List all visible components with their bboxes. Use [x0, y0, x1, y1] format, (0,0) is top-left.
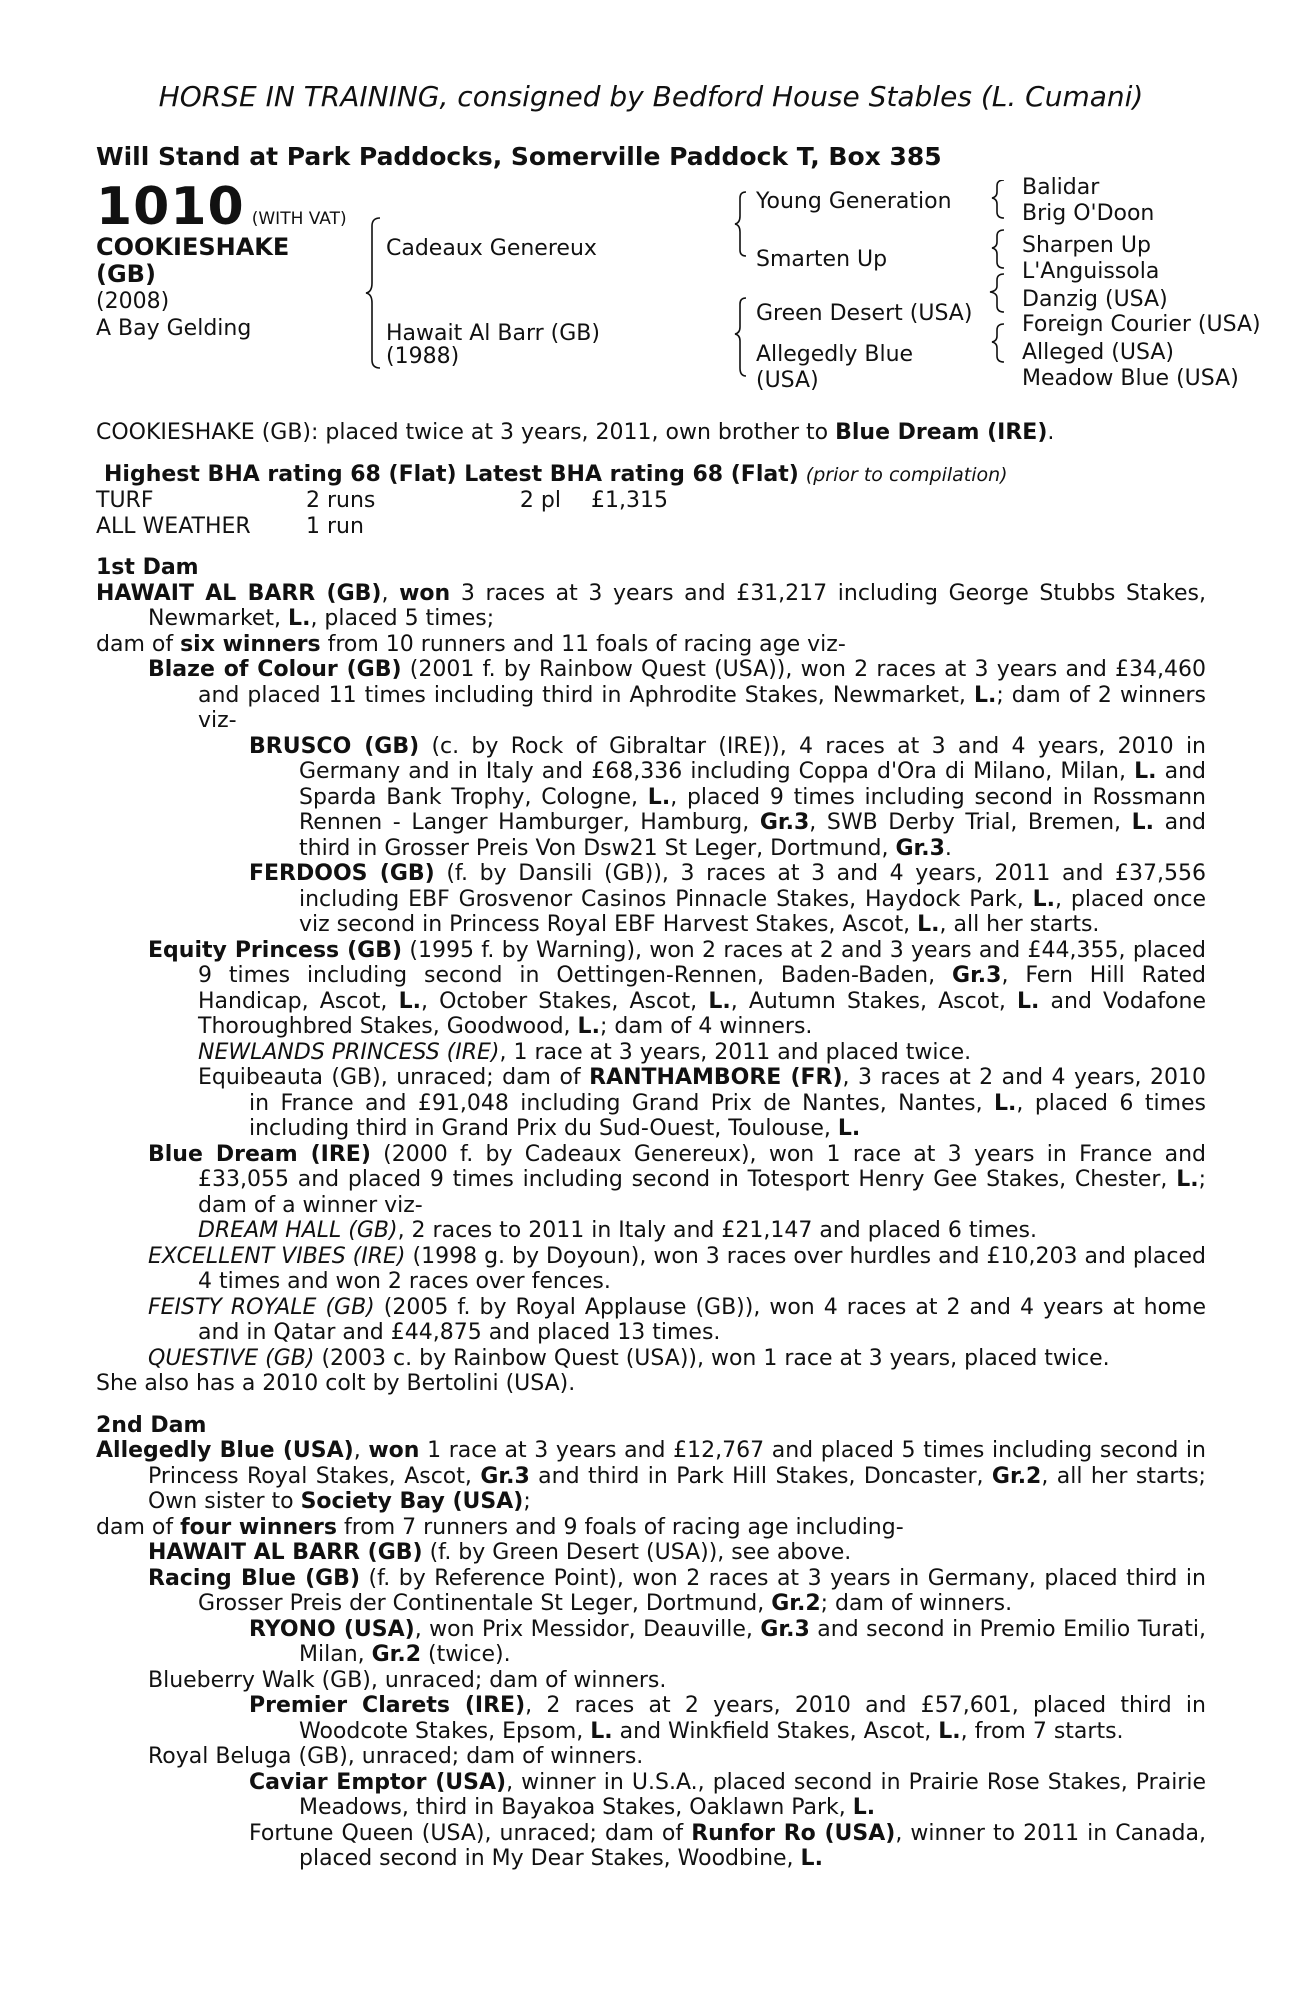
first-dam-produce: dam of six winners from 10 runners and 11 foals of racing age viz- — [96, 631, 846, 657]
dam: Hawait Al Barr (GB) — [386, 321, 600, 346]
ancestor-4: L'Anguissola — [1022, 259, 1160, 284]
bracket-g2 — [992, 230, 1004, 268]
second-dam-produce: dam of four winners from 7 runners and 9 foals of racing age including- — [96, 1514, 904, 1540]
dam-sire: Green Desert (USA) — [756, 301, 973, 326]
perf-runs: 2 runs — [306, 488, 376, 513]
horse-description: A Bay Gelding — [96, 316, 252, 341]
perf-runs: 1 run — [306, 513, 364, 539]
progeny-entry: Premier Clarets (IRE), 2 races at 2 years, 2010 and £57,601, placed third in Woodcote Stakes, Epsom, L. and Winkfield Stakes, Ascot, L., from 7 starts. — [249, 1693, 1206, 1744]
first-dam-heading: 1st Dam — [96, 555, 199, 580]
second-dam-entry: Allegedly Blue (USA), won 1 race at 3 years and £12,767 and placed 5 times including second in Princess Royal Stakes, Ascot, Gr.3 and third in Park Hill Stakes, Doncaster, Gr.2, all her starts; Own sister to Society Bay (USA); — [96, 1438, 1206, 1514]
bracket-sire — [735, 192, 746, 256]
progeny-entry: Equibeauta (GB), unraced; dam of RANTHAMBORE (FR), 3 races at 2 and 4 years, 2010 in France and £91,048 including Grand Prix de Nantes, Nantes, L., placed 6 times including third in Grand Prix du Sud-Ouest, Toulouse, L. — [198, 1065, 1206, 1141]
pedigree-table — [364, 175, 1261, 400]
catalogue-body — [96, 420, 1206, 1872]
progeny-entry: Blue Dream (IRE) (2000 f. by Cadeaux Genereux), won 1 race at 3 years in France and £33,055 and placed 9 times including second in Totesport Henry Gee Stakes, Chester, L.; dam of a winner viz- — [148, 1141, 1206, 1218]
progeny-entry: Racing Blue (GB) (f. by Reference Point), won 2 races at 3 years in Germany, placed third in Grosser Preis der Continentale St Leger, Dortmund, Gr.2; dam of winners. — [148, 1565, 1206, 1616]
bracket-g4 — [992, 324, 1004, 362]
progeny-entry: Equity Princess (GB) (1995 f. by Warning), won 2 races at 2 and 3 years and £44,355, placed 9 times including second in Oettingen-Rennen, Baden-Baden, Gr.3, Fern Hill Rated Handicap, Ascot, L., October Stakes, Ascot, L., Autumn Stakes, Ascot, L. and Vodafone Thoroughbred Stakes, Goodwood, L.; dam of 4 winners. — [148, 937, 1206, 1039]
horse-name: COOKIESHAKE — [96, 233, 290, 261]
progeny-entry: EXCELLENT VIBES (IRE) (1998 g. by Doyoun), won 3 races over hurdles and £10,203 and placed 4 times and won 2 races over fences. — [148, 1243, 1206, 1294]
perf-placed: 2 pl — [519, 488, 561, 513]
perf-prize: £1,315 — [591, 488, 668, 513]
progeny-entry: DREAM HALL (GB), 2 races to 2011 in Italy and £21,147 and placed 6 times. — [198, 1218, 1038, 1243]
summary-line: COOKIESHAKE (GB): placed twice at 3 years, 2011, own brother to Blue Dream (IRE). — [96, 420, 1055, 445]
stabling-location: Will Stand at Park Paddocks, Somerville Paddock T, Box 385 — [96, 142, 942, 171]
performance-table — [96, 488, 1206, 539]
progeny-entry: Blueberry Walk (GB), unraced; dam of winners. — [148, 1667, 667, 1693]
progeny-entry: NEWLANDS PRINCESS (IRE), 1 race at 3 years, 2011 and placed twice. — [198, 1039, 972, 1065]
sire-sire: Young Generation — [756, 189, 952, 214]
ancestor-5: Danzig (USA) — [1022, 287, 1168, 312]
vat-note: (WITH VAT) — [251, 209, 347, 229]
horse-country: (GB) — [96, 260, 156, 288]
progeny-entry: QUESTIVE (GB) (2003 c. by Rainbow Quest (USA)), won 1 race at 3 years, placed twice. — [148, 1345, 1110, 1371]
progeny-entry: HAWAIT AL BARR (GB) (f. by Green Desert (USA)), see above. — [148, 1540, 852, 1565]
dam-dam-country: (USA) — [756, 368, 819, 393]
first-dam-entry: HAWAIT AL BARR (GB), won 3 races at 3 years and £31,217 including George Stubbs Stakes, Newmarket, L., placed 5 times; — [96, 580, 1206, 631]
progeny-entry: RYONO (USA), won Prix Messidor, Deauville, Gr.3 and second in Premio Emilio Turati, Milan, Gr.2 (twice). — [249, 1616, 1206, 1667]
ancestor-1: Balidar — [1022, 175, 1100, 200]
ancestor-3: Sharpen Up — [1022, 233, 1151, 258]
progeny-entry: Fortune Queen (USA), unraced; dam of Runfor Ro (USA), winner to 2011 in Canada, placed second in My Dear Stakes, Woodbine, L. — [249, 1820, 1207, 1871]
foaling-year: (2008) — [96, 289, 170, 314]
dam-dam: Allegedly Blue — [756, 342, 914, 367]
bracket-g1 — [992, 180, 1004, 218]
perf-surface: TURF — [96, 488, 154, 513]
ancestor-6: Foreign Courier (USA) — [1022, 312, 1261, 337]
progeny-entry: FERDOOS (GB) (f. by Dansili (GB)), 3 races at 3 and 4 years, 2011 and £37,556 including EBF Grosvenor Casinos Pinnacle Stakes, Haydock Park, L., placed once viz second in Princess Royal EBF Harvest Stakes, Ascot, L., all her starts. — [249, 861, 1206, 937]
lot-number: 1010 — [96, 177, 245, 237]
rating-line: Highest BHA rating 68 (Flat) Latest BHA rating 68 (Flat) (prior to compilation) — [104, 461, 1008, 487]
ancestor-2: Brig O'Doon — [1022, 201, 1155, 226]
ancestor-7: Alleged (USA) — [1022, 340, 1174, 365]
sire: Cadeaux Genereux — [386, 236, 597, 261]
second-dam-heading: 2nd Dam — [96, 1412, 207, 1438]
progeny-entry: FEISTY ROYALE (GB) (2005 f. by Royal Applause (GB)), won 4 races at 2 and 4 years at home and in Qatar and £44,875 and placed 13 times. — [148, 1294, 1207, 1345]
dam-year: (1988) — [386, 344, 460, 369]
progeny-entry: Caviar Emptor (USA), winner in U.S.A., placed second in Prairie Rose Stakes, Prairie Meadows, third in Bayakoa Stakes, Oaklawn Park, L. — [249, 1769, 1206, 1820]
ancestor-8: Meadow Blue (USA) — [1022, 366, 1239, 391]
lot-info — [96, 177, 347, 342]
bracket-sire-dam — [366, 218, 380, 368]
bracket-dam — [735, 298, 746, 376]
bracket-g3 — [990, 274, 1004, 312]
first-dam-footnote: She also has a 2010 colt by Bertolini (USA). — [96, 1371, 576, 1396]
progeny-entry: BRUSCO (GB) (c. by Rock of Gibraltar (IRE)), 4 races at 3 and 4 years, 2010 in Germany and in Italy and £68,336 including Coppa d'Ora di Milano, Milan, L. and Sparda Bank Trophy, Cologne, L., placed 9 times including second in Rossmann Rennen - Langer Hamburger, Hamburg, Gr.3, SWB Derby Trial, Bremen, L. and third in Grosser Preis Von Dsw21 St Leger, Dortmund, Gr.3. — [249, 733, 1207, 861]
sire-dam: Smarten Up — [756, 247, 888, 272]
page-header: HORSE IN TRAINING, consigned by Bedford House Stables (L. Cumani) — [158, 80, 1144, 113]
progeny-entry: Blaze of Colour (GB) (2001 f. by Rainbow Quest (USA)), won 2 races at 3 years and £34,460 and placed 11 times including third in Aphrodite Stakes, Newmarket, L.; dam of 2 winners viz- — [148, 657, 1207, 733]
progeny-entry: Royal Beluga (GB), unraced; dam of winners. — [148, 1744, 644, 1769]
perf-surface: ALL WEATHER — [96, 513, 251, 539]
